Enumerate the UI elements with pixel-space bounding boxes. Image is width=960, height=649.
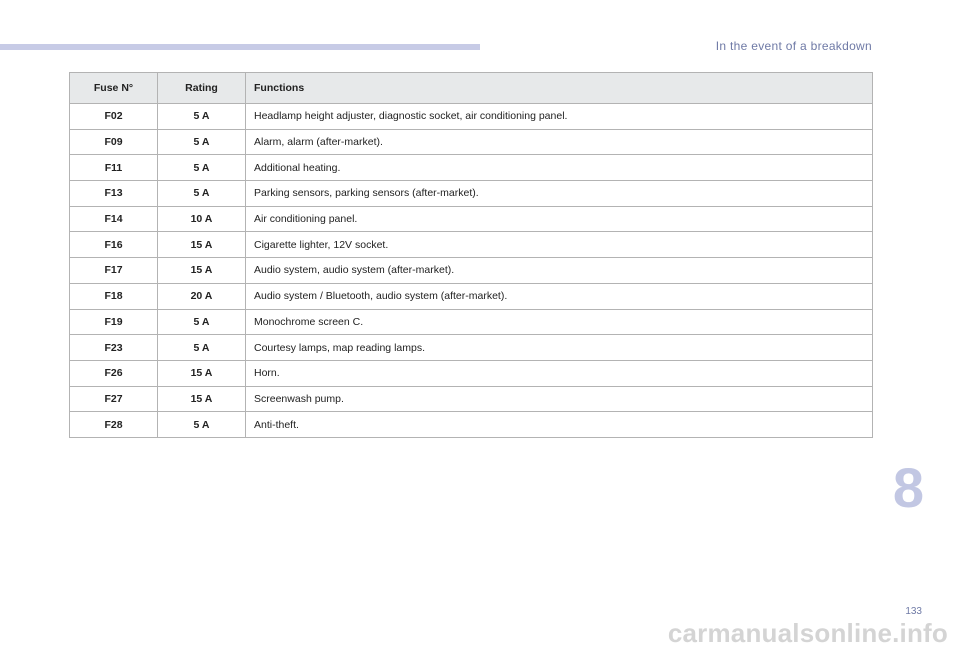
rating-cell: 5 A — [158, 155, 246, 181]
rating-cell: 5 A — [158, 129, 246, 155]
functions-cell: Anti-theft. — [246, 412, 873, 438]
fuse-cell: F13 — [70, 181, 158, 207]
rating-cell: 5 A — [158, 412, 246, 438]
functions-cell: Alarm, alarm (after-market). — [246, 129, 873, 155]
fuse-cell: F28 — [70, 412, 158, 438]
rating-cell: 10 A — [158, 206, 246, 232]
fuse-cell: F16 — [70, 232, 158, 258]
fuse-cell: F19 — [70, 309, 158, 335]
rating-cell: 5 A — [158, 309, 246, 335]
functions-cell: Screenwash pump. — [246, 386, 873, 412]
rating-cell: 5 A — [158, 181, 246, 207]
functions-cell: Additional heating. — [246, 155, 873, 181]
functions-cell: Audio system / Bluetooth, audio system (after-market). — [246, 283, 873, 309]
fuse-cell: F14 — [70, 206, 158, 232]
chapter-number: 8 — [892, 456, 924, 519]
rating-cell: 15 A — [158, 386, 246, 412]
table-row — [70, 206, 873, 232]
fuse-cell: F17 — [70, 258, 158, 284]
fuse-cell: F18 — [70, 283, 158, 309]
rating-cell: 20 A — [158, 283, 246, 309]
fuse-cell: F09 — [70, 129, 158, 155]
rating-cell: 5 A — [158, 335, 246, 361]
table-row — [70, 360, 873, 386]
header-accent-bar — [0, 44, 480, 50]
functions-cell: Air conditioning panel. — [246, 206, 873, 232]
functions-cell: Monochrome screen C. — [246, 309, 873, 335]
rating-cell: 15 A — [158, 232, 246, 258]
column-header-rating: Rating — [158, 73, 246, 104]
table-row — [70, 129, 873, 155]
fuse-cell: F11 — [70, 155, 158, 181]
watermark: carmanualsonline.info — [667, 618, 948, 648]
table-row — [70, 335, 873, 361]
fuse-cell: F26 — [70, 360, 158, 386]
table-row — [70, 258, 873, 284]
column-header-fuse: Fuse N° — [70, 73, 158, 104]
column-header-functions: Functions — [246, 73, 873, 104]
page-number: 133 — [905, 606, 922, 617]
rating-cell: 5 A — [158, 104, 246, 130]
functions-cell: Parking sensors, parking sensors (after-market). — [246, 181, 873, 207]
table-row — [70, 232, 873, 258]
fuse-cell: F23 — [70, 335, 158, 361]
table-row — [70, 283, 873, 309]
table-row — [70, 386, 873, 412]
fuse-cell: F27 — [70, 386, 158, 412]
table-row — [70, 155, 873, 181]
functions-cell: Audio system, audio system (after-market). — [246, 258, 873, 284]
table-row — [70, 309, 873, 335]
table-row — [70, 412, 873, 438]
section-title: In the event of a breakdown — [715, 39, 872, 53]
fuse-cell: F02 — [70, 104, 158, 130]
fuse-table — [69, 72, 873, 438]
rating-cell: 15 A — [158, 258, 246, 284]
table-header-row — [70, 73, 873, 104]
table-row — [70, 181, 873, 207]
table-row — [70, 104, 873, 130]
functions-cell: Headlamp height adjuster, diagnostic socket, air conditioning panel. — [246, 104, 873, 130]
rating-cell: 15 A — [158, 360, 246, 386]
functions-cell: Cigarette lighter, 12V socket. — [246, 232, 873, 258]
functions-cell: Courtesy lamps, map reading lamps. — [246, 335, 873, 361]
functions-cell: Horn. — [246, 360, 873, 386]
